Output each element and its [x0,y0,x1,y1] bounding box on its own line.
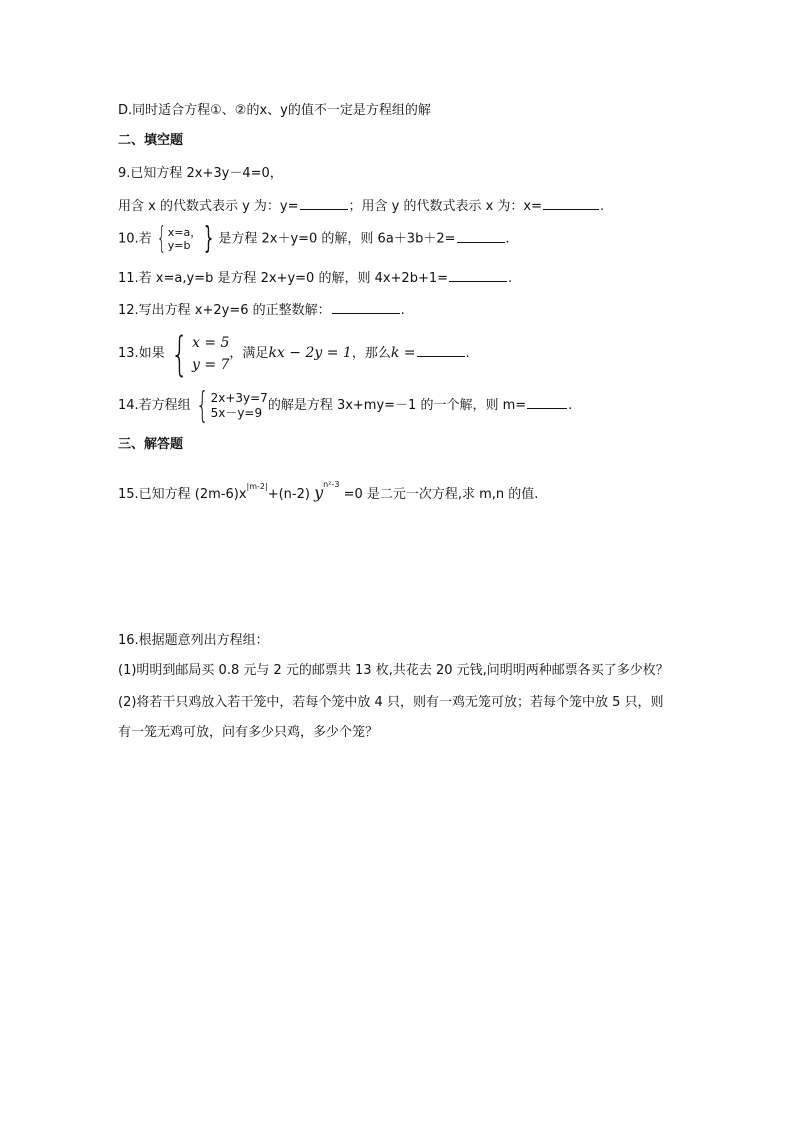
section-answer-heading: 三、解答题 [118,437,184,452]
q16-part2-line2: 有一笼无鸡可放，问有多少只鸡，多少个笼？ [118,725,379,740]
q15-exponent-y: n²-3 [323,480,340,489]
q13-mid2: ，那么 [351,346,391,361]
q15-suffix: =0 是二元一次方程,求 m,n 的值. [343,487,539,502]
section-fill-in-heading: 二、填空题 [118,133,184,148]
q14-system [211,391,268,421]
q9-text-b: ；用含 y 的代数式表示 x 为：x= [348,199,543,214]
q16-part1: (1)明明到邮局买 0.8 元与 2 元的邮票共 13 枚,共花去 20 元钱,问明明两种邮票各买了多少枚？ [118,663,669,678]
q10-brace: { [156,221,167,256]
q11-end: . [508,271,513,286]
option-d: D.同时适合方程①、②的x、y的值不一定是方程组的解 [118,103,431,118]
q10-suffix: 是方程 2x＋y=0 的解，则 6a＋3b＋2= [218,231,456,247]
q9-blank-x[interactable] [543,196,599,210]
q10-sys-line1: x=a， [167,226,202,239]
q13-k: k = [390,345,416,361]
q13-sys-line2: y = 7 [191,356,230,373]
q11 [118,268,512,288]
q15-mid: +(n-2) [267,487,310,502]
q10-sys-line2: y=b [167,239,191,252]
q9-text-c: . [600,199,605,214]
q14-sys-line2: 5x－y=9 [210,405,263,420]
q15-y: y [314,483,324,502]
q14-end: . [568,398,573,413]
q9-blank-y[interactable] [300,196,348,210]
q14-suffix: 的解是方程 3x+my=－1 的一个解，则 m= [267,398,527,413]
q15-exponent-x: |m-2| [246,482,268,491]
q14 [118,386,572,426]
q13-expression: kx − 2y = 1 [268,345,352,361]
q10-prefix: 10.若 [118,231,152,247]
q14-blank[interactable] [527,395,567,409]
q12-end: . [400,303,405,318]
q10-blank[interactable] [457,229,505,243]
q10-system [168,226,201,252]
q15 [118,473,538,507]
q9-text-a: 用含 x 的代数式表示 y 为：y= [118,199,299,214]
q13-blank[interactable] [417,343,465,357]
q12-text: 12.写出方程 x+2y=6 的正整数解： [118,303,331,318]
q16-part2-line1: (2)将若干只鸡放入若干笼中，若每个笼中放 4 只，则有一鸡无笼可放；若每个笼中放 5 只，则 [118,695,664,710]
q13-mid: ，满足 [229,346,269,361]
q9-line1: 9.已知方程 2x+3y－4=0， [118,166,283,181]
q14-prefix: 14.若方程组 [118,398,191,413]
q13-brace: { [170,326,189,381]
q14-brace: { [195,384,209,426]
q12 [118,300,405,320]
q10-end: . [505,231,510,247]
q13 [118,326,470,381]
q14-sys-line1: 2x+3y=7 [210,390,268,405]
q13-prefix: 13.如果 [118,346,165,361]
q10 [118,221,510,256]
q12-blank[interactable] [332,300,400,314]
q10-brace-right: } [204,221,214,256]
q11-blank[interactable] [449,268,507,282]
q13-system [192,332,229,376]
q13-end: . [465,346,470,361]
q16-title: 16.根据题意列出方程组： [118,633,269,648]
q13-sys-line1: x = 5 [191,334,230,351]
q9-line2 [118,196,604,216]
q15-prefix: 15.已知方程 (2m-6)x [118,487,247,502]
q11-text: 11.若 x=a,y=b 是方程 2x+y=0 的解，则 4x+2b+1= [118,271,449,286]
